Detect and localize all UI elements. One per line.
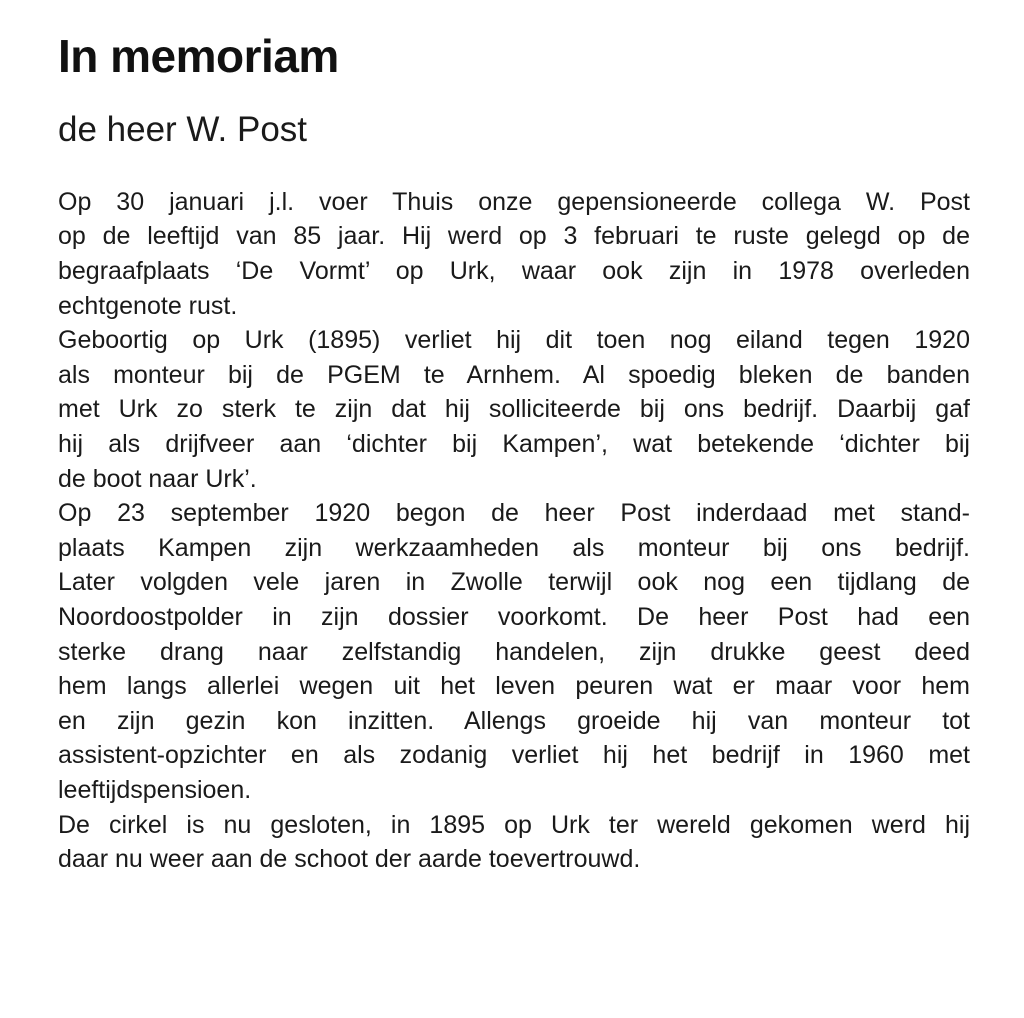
text-line: plaats Kampen zijn werkzaamheden als monteur bij ons bedrijf. — [58, 533, 970, 562]
text-line: leeftijdspensioen. — [58, 775, 252, 804]
text-line: De cirkel is nu gesloten, in 1895 op Urk ter wereld gekomen werd hij — [58, 810, 970, 839]
text-line: de boot naar Urk’. — [58, 464, 257, 493]
text-line: als monteur bij de PGEM te Arnhem. Al spoedig bleken de banden — [58, 360, 970, 389]
text-line: hij als drijfveer aan ‘dichter bij Kampen’, wat betekende ‘dichter bij — [58, 430, 970, 459]
text-line: Op 30 januari j.l. voer Thuis onze gepensioneerde collega W. Post — [58, 187, 970, 216]
text-line: hem langs allerlei wegen uit het leven peuren wat er maar voor hem — [58, 672, 970, 701]
article-title: In memoriam — [58, 30, 339, 82]
text-line: echtgenote rust. — [58, 291, 238, 320]
text-line: assistent-opzichter en als zodanig verliet hij het bedrijf in 1960 met — [58, 741, 970, 770]
text-line: met Urk zo sterk te zijn dat hij solliciteerde bij ons bedrijf. Daarbij gaf — [58, 395, 970, 424]
paragraph-career — [58, 496, 970, 807]
article-body — [58, 185, 970, 877]
memorial-article — [58, 30, 970, 877]
text-line: en zijn gezin kon inzitten. Allengs groeide hij van monteur tot — [58, 706, 970, 735]
article-subtitle: de heer W. Post — [58, 109, 308, 149]
text-line: Noordoostpolder in zijn dossier voorkomt. De heer Post had een — [58, 603, 970, 632]
text-line: daar nu weer aan de schoot der aarde toevertrouwd. — [58, 845, 641, 874]
text-line: Op 23 september 1920 begon de heer Post inderdaad met stand- — [58, 499, 970, 528]
text-line: Later volgden vele jaren in Zwolle terwijl ook nog een tijdlang de — [58, 568, 970, 597]
paragraph-death-notice — [58, 185, 970, 323]
text-line: op de leeftijd van 85 jaar. Hij werd op 3 februari te ruste gelegd op de — [58, 222, 970, 251]
text-line: sterke drang naar zelfstandig handelen, zijn drukke geest deed — [58, 637, 970, 666]
text-line: Geboortig op Urk (1895) verliet hij dit toen nog eiland tegen 1920 — [58, 326, 970, 355]
text-line: begraafplaats ‘De Vormt’ op Urk, waar ook zijn in 1978 overleden — [58, 257, 970, 286]
paragraph-closing — [58, 808, 970, 877]
paragraph-origin — [58, 323, 970, 496]
